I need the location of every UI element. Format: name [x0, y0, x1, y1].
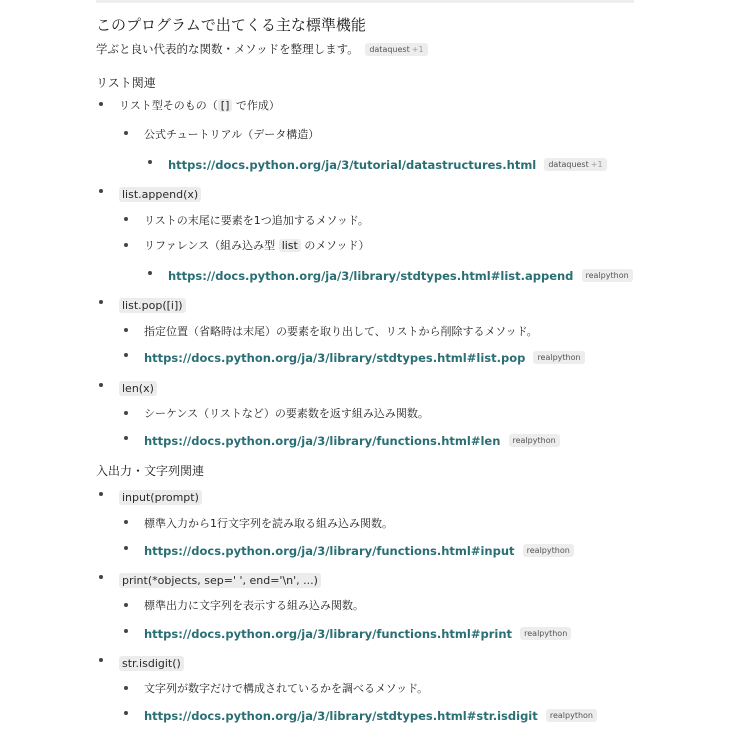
intro-text: [96, 41, 428, 57]
pop-description: 指定位置（省略時は末尾）の要素を取り出して、リストから削除するメソッド。: [144, 325, 538, 338]
input-link[interactable]: https://docs.python.org/ja/3/library/functions.html#input: [144, 544, 515, 558]
pop-item: [119, 294, 186, 313]
list-literal-code: []: [218, 99, 233, 112]
pop-link-row: [144, 347, 585, 366]
ref-code: list: [279, 239, 301, 252]
source-badge[interactable]: [523, 544, 574, 557]
bullet: [124, 629, 128, 633]
bullet: [124, 217, 128, 221]
print-code: print(*objects, sep=' ', end='\n', ...): [119, 573, 321, 588]
ref-before: リファレンス（組み込み型: [144, 239, 276, 252]
bullet: [99, 189, 103, 193]
len-item: [119, 377, 157, 396]
bullet: [99, 102, 103, 106]
append-item: [119, 183, 201, 202]
append-link[interactable]: https://docs.python.org/ja/3/library/stdtypes.html#list.append: [168, 269, 574, 283]
badge-extra: +1: [411, 45, 424, 54]
bullet: [124, 131, 128, 135]
input-link-row: [144, 540, 574, 559]
isdigit-item: [119, 652, 184, 671]
bullet: [148, 160, 152, 164]
ref-after: のメソッド）: [304, 239, 370, 252]
badge-label: realpython: [512, 436, 556, 445]
len-link[interactable]: https://docs.python.org/ja/3/library/functions.html#len: [144, 434, 501, 448]
source-badge[interactable]: [365, 43, 427, 56]
isdigit-code: str.isdigit(): [119, 656, 184, 671]
len-link-row: [144, 430, 560, 449]
section-title-list: リスト関連: [96, 76, 156, 90]
bullet: [124, 711, 128, 715]
list-literal-item: [119, 97, 280, 113]
source-badge[interactable]: [582, 269, 633, 282]
bullet: [99, 300, 103, 304]
bullet: [124, 353, 128, 357]
source-badge[interactable]: [544, 158, 606, 171]
input-code: input(prompt): [119, 490, 202, 505]
len-code: len(x): [119, 381, 157, 396]
bullet: [99, 575, 103, 579]
bullet: [124, 411, 128, 415]
append-reference: [144, 237, 369, 253]
bullet: [124, 520, 128, 524]
append-code: list.append(x): [119, 187, 201, 202]
badge-label: realpython: [537, 353, 581, 362]
isdigit-description: 文字列が数字だけで構成されているかを調べるメソッド。: [144, 682, 429, 695]
badge-extra: +1: [590, 160, 603, 169]
top-divider: [96, 0, 634, 3]
source-badge[interactable]: [509, 434, 560, 447]
bullet: [124, 686, 128, 690]
list-literal-before: リスト型そのもの（: [119, 99, 218, 112]
badge-label: realpython: [585, 271, 629, 280]
tutorial-link-row: [168, 154, 607, 173]
print-item: [119, 569, 321, 588]
bullet: [99, 492, 103, 496]
list-literal-after: で作成）: [235, 99, 280, 112]
bullet: [99, 383, 103, 387]
bullet: [148, 271, 152, 275]
print-description: 標準出力に文字列を表示する組み込み関数。: [144, 599, 364, 612]
bullet: [124, 243, 128, 247]
append-description: リストの末尾に要素を1つ追加するメソッド。: [144, 214, 369, 227]
bullet: [124, 328, 128, 332]
pop-link[interactable]: https://docs.python.org/ja/3/library/stdtypes.html#list.pop: [144, 351, 526, 365]
badge-label: realpython: [549, 711, 593, 720]
badge-label: dataquest: [369, 45, 410, 54]
pop-code: list.pop([i]): [119, 298, 186, 313]
print-link-row: [144, 623, 571, 642]
badge-label: realpython: [526, 546, 570, 555]
bullet: [124, 546, 128, 550]
source-badge[interactable]: [546, 709, 597, 722]
section-title-io: 入出力・文字列関連: [96, 464, 205, 478]
official-tutorial-item: 公式チュートリアル（データ構造）: [144, 128, 320, 141]
bullet: [124, 603, 128, 607]
badge-label: dataquest: [548, 160, 589, 169]
intro-label: 学ぶと良い代表的な関数・メソッドを整理します。: [96, 42, 359, 56]
bullet: [99, 658, 103, 662]
source-badge[interactable]: [520, 627, 571, 640]
bullet: [124, 436, 128, 440]
badge-label: realpython: [524, 629, 568, 638]
len-description: シーケンス（リストなど）の要素数を返す組み込み関数。: [144, 407, 429, 420]
isdigit-link[interactable]: https://docs.python.org/ja/3/library/stdtypes.html#str.isdigit: [144, 709, 538, 723]
print-link[interactable]: https://docs.python.org/ja/3/library/functions.html#print: [144, 627, 513, 641]
tutorial-link[interactable]: https://docs.python.org/ja/3/tutorial/datastructures.html: [168, 158, 537, 172]
input-item: [119, 486, 202, 505]
append-link-row: [168, 265, 633, 284]
page-heading: このプログラムで出てくる主な標準機能: [96, 16, 366, 34]
source-badge[interactable]: [533, 351, 584, 364]
input-description: 標準入力から1行文字列を読み取る組み込み関数。: [144, 517, 393, 530]
isdigit-link-row: [144, 705, 597, 724]
